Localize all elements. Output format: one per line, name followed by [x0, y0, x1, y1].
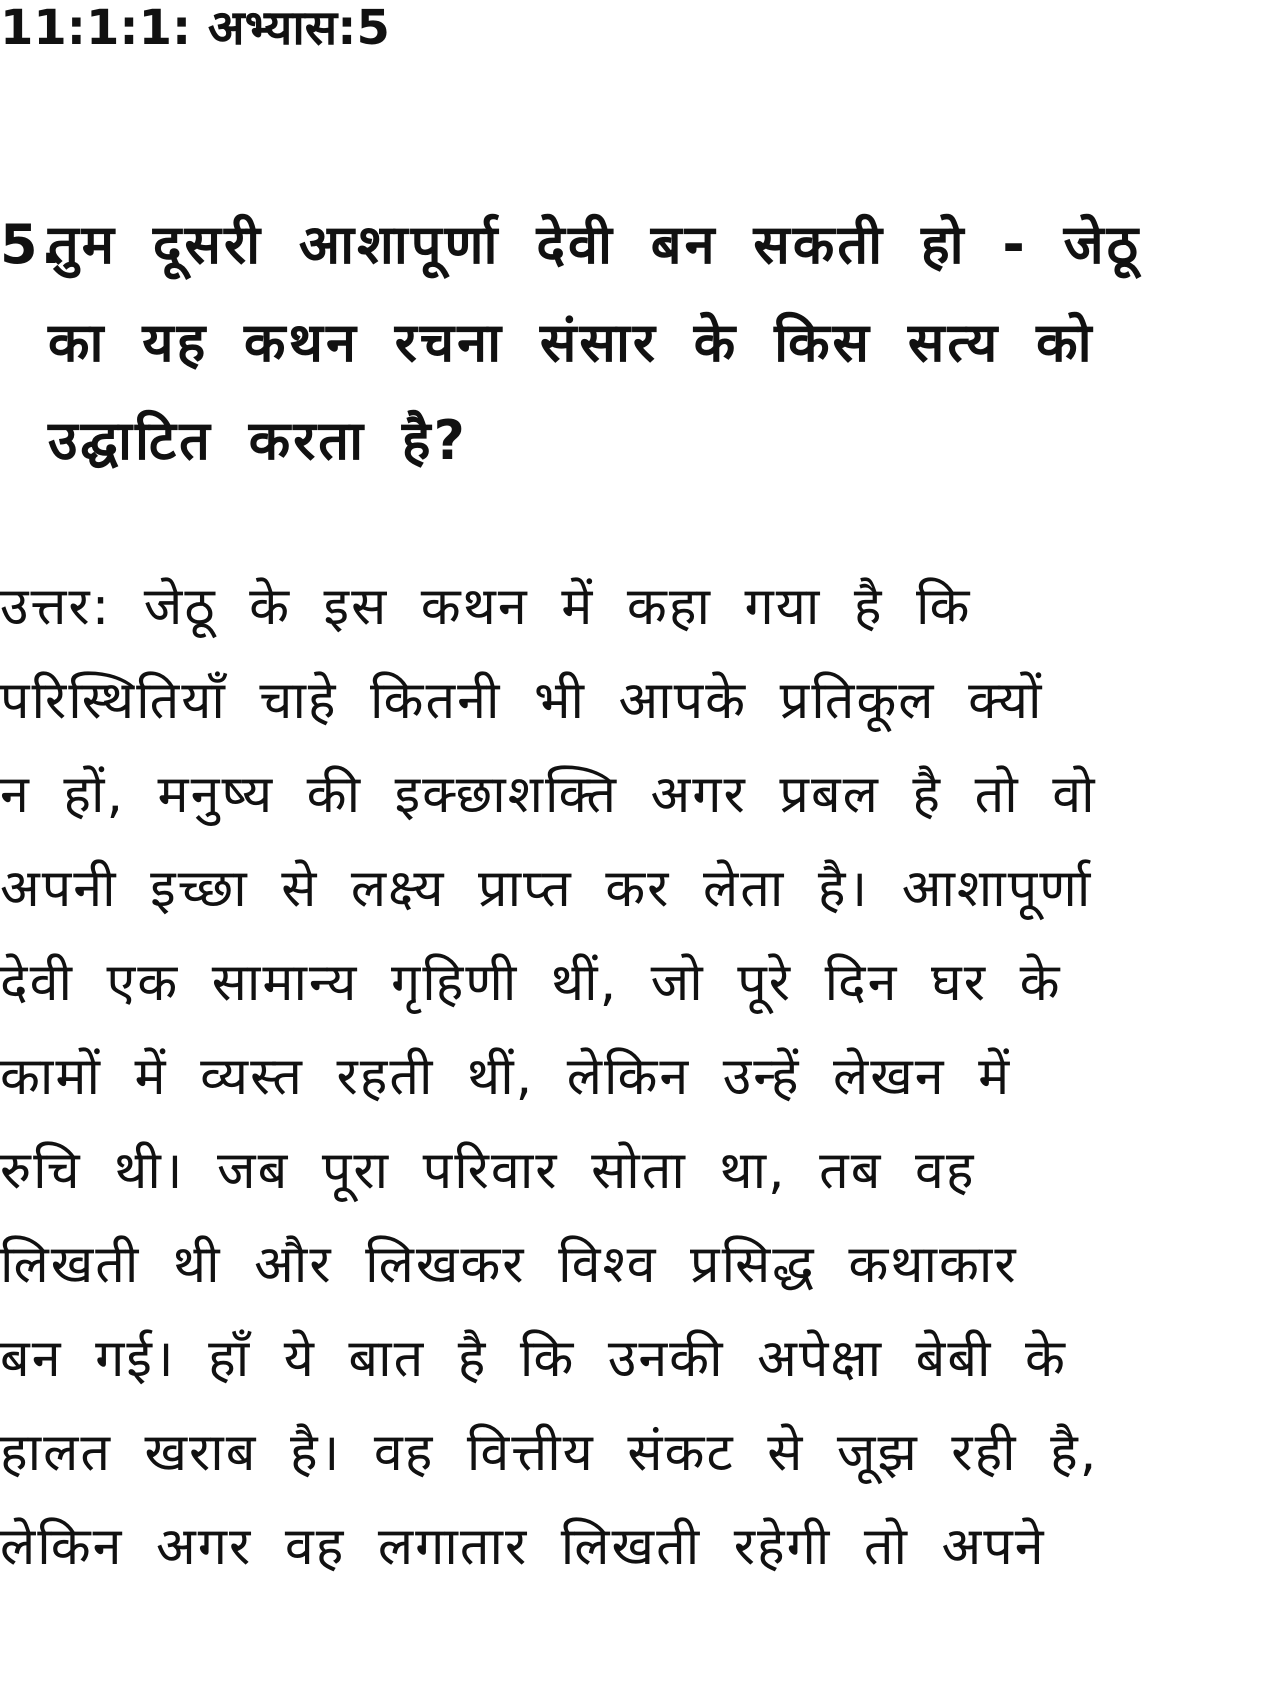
answer-block	[0, 560, 1265, 1594]
answer-line: हालत खराब है। वह वित्तीय संकट से जूझ रही है,	[0, 1423, 1099, 1483]
answer-line: न हों, मनुष्य की इक्छाशक्ति अगर प्रबल है तो वो	[0, 765, 1097, 825]
answer-line: परिस्थितियाँ चाहे कितनी भी आपके प्रतिकूल क्यों	[0, 671, 1044, 731]
question-line: उद्घाटित करता है?	[48, 409, 468, 472]
question-line	[0, 196, 1260, 294]
answer-line: रुचि थी। जब पूरा परिवार सोता था, तब वह	[0, 1141, 976, 1201]
question-text: तुम दूसरी आशापूर्णा देवी बन सकती हो - जेठू	[48, 213, 1142, 276]
answer-line: लेकिन अगर वह लगातार लिखती रहेगी तो अपने	[0, 1517, 1046, 1577]
answer-line: लिखती थी और लिखकर विश्व प्रसिद्ध कथाकार	[0, 1235, 1018, 1295]
question-line: का यह कथन रचना संसार के किस सत्य को	[48, 311, 1095, 374]
answer-line: कामों में व्यस्त रहती थीं, लेकिन उन्हें लेखन में	[0, 1047, 1012, 1107]
answer-line: अपनी इच्छा से लक्ष्य प्राप्त कर लेता है। आशापूर्णा	[0, 859, 1093, 919]
exercise-heading: 11:1:1: अभ्यास:5	[0, 0, 390, 56]
answer-line: बन गई। हाँ ये बात है कि उनकी अपेक्षा बेबी के	[0, 1329, 1067, 1389]
question-block	[0, 196, 1260, 490]
question-number: 5.	[0, 213, 65, 276]
answer-line: देवी एक सामान्य गृहिणी थीं, जो पूरे दिन घर के	[0, 953, 1062, 1013]
answer-line: उत्तर: जेठू के इस कथन में कहा गया है कि	[0, 577, 972, 637]
